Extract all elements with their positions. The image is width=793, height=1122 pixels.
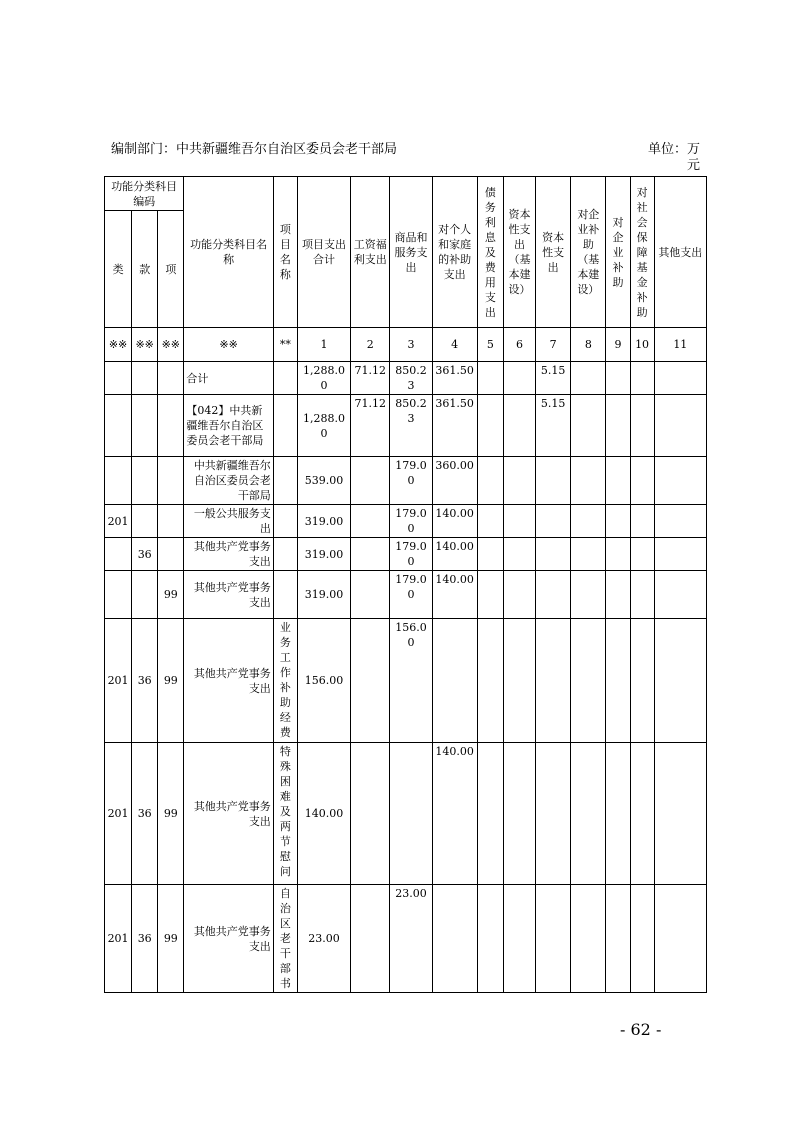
table-row: [105, 743, 707, 885]
col-social-security: 对社会保障基金补助: [630, 177, 654, 328]
cell-enterprise-construction: [571, 505, 606, 538]
cell-household-subsidy: 360.00: [432, 457, 477, 505]
cell-enterprise-subsidy: [606, 538, 630, 571]
col-lei: 类: [105, 211, 132, 328]
cell-goods-services: 179.00: [390, 571, 432, 619]
cell-enterprise-construction: [571, 743, 606, 885]
cell-enterprise-construction: [571, 362, 606, 395]
cell-other: [654, 885, 706, 993]
cell-other: [654, 505, 706, 538]
cell-kuan: [132, 395, 158, 457]
cell-household-subsidy: [432, 885, 477, 993]
cell-kuan: 36: [132, 619, 158, 743]
index-cell: ※※: [184, 328, 273, 362]
cell-enterprise-construction: [571, 619, 606, 743]
cell-enterprise-construction: [571, 457, 606, 505]
cell-social-security: [630, 457, 654, 505]
cell-item: 自治区老干部书: [273, 885, 297, 993]
cell-name: 其他共产党事务支出: [184, 571, 273, 619]
cell-kuan: 36: [132, 885, 158, 993]
cell-xiang: 99: [158, 885, 184, 993]
cell-enterprise-subsidy: [606, 395, 630, 457]
cell-social-security: [630, 362, 654, 395]
cell-lei: 201: [105, 743, 132, 885]
cell-lei: [105, 538, 132, 571]
cell-household-subsidy: 361.50: [432, 395, 477, 457]
cell-xiang: [158, 457, 184, 505]
index-cell: ※※: [158, 328, 184, 362]
cell-goods-services: [390, 743, 432, 885]
cell-name: 其他共产党事务支出: [184, 538, 273, 571]
cell-lei: [105, 395, 132, 457]
cell-wages: [351, 619, 390, 743]
index-cell: 1: [297, 328, 350, 362]
cell-debt-interest: [477, 362, 503, 395]
cell-xiang: 99: [158, 571, 184, 619]
index-cell: 6: [503, 328, 535, 362]
cell-other: [654, 538, 706, 571]
cell-kuan: 36: [132, 743, 158, 885]
cell-capital-construction: [503, 395, 535, 457]
cell-debt-interest: [477, 619, 503, 743]
col-other: 其他支出: [654, 177, 706, 328]
cell-lei: [105, 457, 132, 505]
cell-household-subsidy: 361.50: [432, 362, 477, 395]
cell-capital: [536, 538, 571, 571]
cell-goods-services: 23.00: [390, 885, 432, 993]
cell-name: 其他共产党事务支出: [184, 885, 273, 993]
table-row: [105, 538, 707, 571]
cell-household-subsidy: [432, 619, 477, 743]
cell-enterprise-subsidy: [606, 457, 630, 505]
page-number: - 62 -: [620, 1020, 662, 1039]
cell-debt-interest: [477, 457, 503, 505]
cell-item: [273, 505, 297, 538]
col-enterprise-construction: 对企业补助（基本建设）: [571, 177, 606, 328]
cell-enterprise-subsidy: [606, 885, 630, 993]
index-cell: 9: [606, 328, 630, 362]
cell-xiang: [158, 362, 184, 395]
cell-kuan: 36: [132, 538, 158, 571]
cell-household-subsidy: 140.00: [432, 571, 477, 619]
cell-capital-construction: [503, 743, 535, 885]
cell-goods-services: 179.00: [390, 538, 432, 571]
cell-kuan: [132, 457, 158, 505]
cell-capital-construction: [503, 538, 535, 571]
cell-total: 140.00: [297, 743, 350, 885]
cell-capital-construction: [503, 619, 535, 743]
cell-capital: [536, 505, 571, 538]
cell-lei: [105, 571, 132, 619]
col-item: 项目名称: [273, 177, 297, 328]
col-capital-construction: 资本性支出（基本建设）: [503, 177, 535, 328]
cell-social-security: [630, 743, 654, 885]
cell-other: [654, 362, 706, 395]
cell-name: 其他共产党事务支出: [184, 619, 273, 743]
cell-kuan: [132, 505, 158, 538]
cell-social-security: [630, 538, 654, 571]
cell-wages: [351, 538, 390, 571]
cell-wages: 71.12: [351, 362, 390, 395]
cell-capital: [536, 457, 571, 505]
cell-wages: [351, 457, 390, 505]
cell-enterprise-construction: [571, 538, 606, 571]
cell-enterprise-subsidy: [606, 743, 630, 885]
cell-item: [273, 362, 297, 395]
cell-household-subsidy: 140.00: [432, 743, 477, 885]
cell-debt-interest: [477, 538, 503, 571]
cell-enterprise-subsidy: [606, 571, 630, 619]
cell-capital: 5.15: [536, 362, 571, 395]
cell-name: 中共新疆维吾尔自治区委员会老干部局: [184, 457, 273, 505]
cell-lei: 201: [105, 885, 132, 993]
cell-total: 156.00: [297, 619, 350, 743]
index-cell: ※※: [105, 328, 132, 362]
cell-xiang: [158, 395, 184, 457]
col-kuan: 款: [132, 211, 158, 328]
cell-item: [273, 538, 297, 571]
cell-capital-construction: [503, 362, 535, 395]
cell-capital: [536, 743, 571, 885]
cell-enterprise-construction: [571, 885, 606, 993]
index-cell: 10: [630, 328, 654, 362]
index-row: [105, 328, 707, 362]
cell-name: 合计: [184, 362, 273, 395]
cell-item: 特殊困难及两节慰问: [273, 743, 297, 885]
department-label: 编制部门：中共新疆维吾尔自治区委员会老干部局: [111, 142, 398, 157]
col-debt-interest: 债务利息及费用支出: [477, 177, 503, 328]
cell-debt-interest: [477, 505, 503, 538]
cell-household-subsidy: 140.00: [432, 538, 477, 571]
cell-item: [273, 571, 297, 619]
cell-enterprise-subsidy: [606, 505, 630, 538]
index-cell: 7: [536, 328, 571, 362]
col-enterprise-subsidy: 对企业补助: [606, 177, 630, 328]
cell-social-security: [630, 885, 654, 993]
cell-goods-services: 179.00: [390, 457, 432, 505]
cell-debt-interest: [477, 571, 503, 619]
cell-name: 【042】中共新疆维吾尔自治区委员会老干部局: [184, 395, 273, 457]
index-cell: 5: [477, 328, 503, 362]
cell-other: [654, 395, 706, 457]
cell-enterprise-subsidy: [606, 619, 630, 743]
cell-total: 1,288.00: [297, 362, 350, 395]
cell-social-security: [630, 619, 654, 743]
table-row: [105, 619, 707, 743]
cell-debt-interest: [477, 743, 503, 885]
cell-capital-construction: [503, 885, 535, 993]
cell-capital-construction: [503, 505, 535, 538]
cell-wages: [351, 571, 390, 619]
cell-capital: [536, 619, 571, 743]
col-total: 项目支出合计: [297, 177, 350, 328]
cell-goods-services: 156.00: [390, 619, 432, 743]
index-cell: 2: [351, 328, 390, 362]
cell-social-security: [630, 571, 654, 619]
cell-enterprise-construction: [571, 571, 606, 619]
cell-goods-services: 179.00: [390, 505, 432, 538]
cell-goods-services: 850.23: [390, 395, 432, 457]
table-row: [105, 505, 707, 538]
index-cell: 3: [390, 328, 432, 362]
cell-total: 319.00: [297, 505, 350, 538]
cell-enterprise-construction: [571, 395, 606, 457]
cell-social-security: [630, 395, 654, 457]
table-row: [105, 395, 707, 457]
col-name: 功能分类科目名称: [184, 177, 273, 328]
cell-kuan: [132, 362, 158, 395]
cell-wages: 71.12: [351, 395, 390, 457]
cell-debt-interest: [477, 885, 503, 993]
cell-other: [654, 619, 706, 743]
index-cell: **: [273, 328, 297, 362]
table-row: [105, 457, 707, 505]
cell-household-subsidy: 140.00: [432, 505, 477, 538]
cell-xiang: 99: [158, 619, 184, 743]
cell-capital: [536, 885, 571, 993]
col-capital: 资本性支出: [536, 177, 571, 328]
cell-wages: [351, 505, 390, 538]
cell-other: [654, 457, 706, 505]
cell-xiang: 99: [158, 743, 184, 885]
index-cell: ※※: [132, 328, 158, 362]
table-row: [105, 571, 707, 619]
cell-name: 其他共产党事务支出: [184, 743, 273, 885]
cell-capital-construction: [503, 457, 535, 505]
index-cell: 11: [654, 328, 706, 362]
cell-item: [273, 395, 297, 457]
cell-item: [273, 457, 297, 505]
col-household-subsidy: 对个人和家庭的补助支出: [432, 177, 477, 328]
cell-total: 23.00: [297, 885, 350, 993]
index-cell: 4: [432, 328, 477, 362]
index-cell: 8: [571, 328, 606, 362]
col-xiang: 项: [158, 211, 184, 328]
cell-lei: 201: [105, 619, 132, 743]
cell-kuan: [132, 571, 158, 619]
cell-capital: 5.15: [536, 395, 571, 457]
table-row: [105, 362, 707, 395]
cell-enterprise-subsidy: [606, 362, 630, 395]
cell-lei: 201: [105, 505, 132, 538]
cell-xiang: [158, 538, 184, 571]
col-goods-services: 商品和服务支出: [390, 177, 432, 328]
col-wages: 工资福利支出: [351, 177, 390, 328]
cell-item: 业务工作补助经费: [273, 619, 297, 743]
cell-wages: [351, 885, 390, 993]
col-code-group: 功能分类科目编码: [105, 177, 184, 211]
cell-name: 一般公共服务支出: [184, 505, 273, 538]
cell-other: [654, 743, 706, 885]
cell-capital-construction: [503, 571, 535, 619]
expenditure-table: [104, 176, 707, 993]
cell-total: 539.00: [297, 457, 350, 505]
cell-total: 1,288.00: [297, 395, 350, 457]
cell-lei: [105, 362, 132, 395]
cell-goods-services: 850.23: [390, 362, 432, 395]
cell-xiang: [158, 505, 184, 538]
cell-wages: [351, 743, 390, 885]
unit-label: 单位：万元: [647, 142, 700, 173]
cell-other: [654, 571, 706, 619]
cell-debt-interest: [477, 395, 503, 457]
cell-capital: [536, 571, 571, 619]
cell-total: 319.00: [297, 538, 350, 571]
table-row: [105, 885, 707, 993]
cell-total: 319.00: [297, 571, 350, 619]
cell-social-security: [630, 505, 654, 538]
